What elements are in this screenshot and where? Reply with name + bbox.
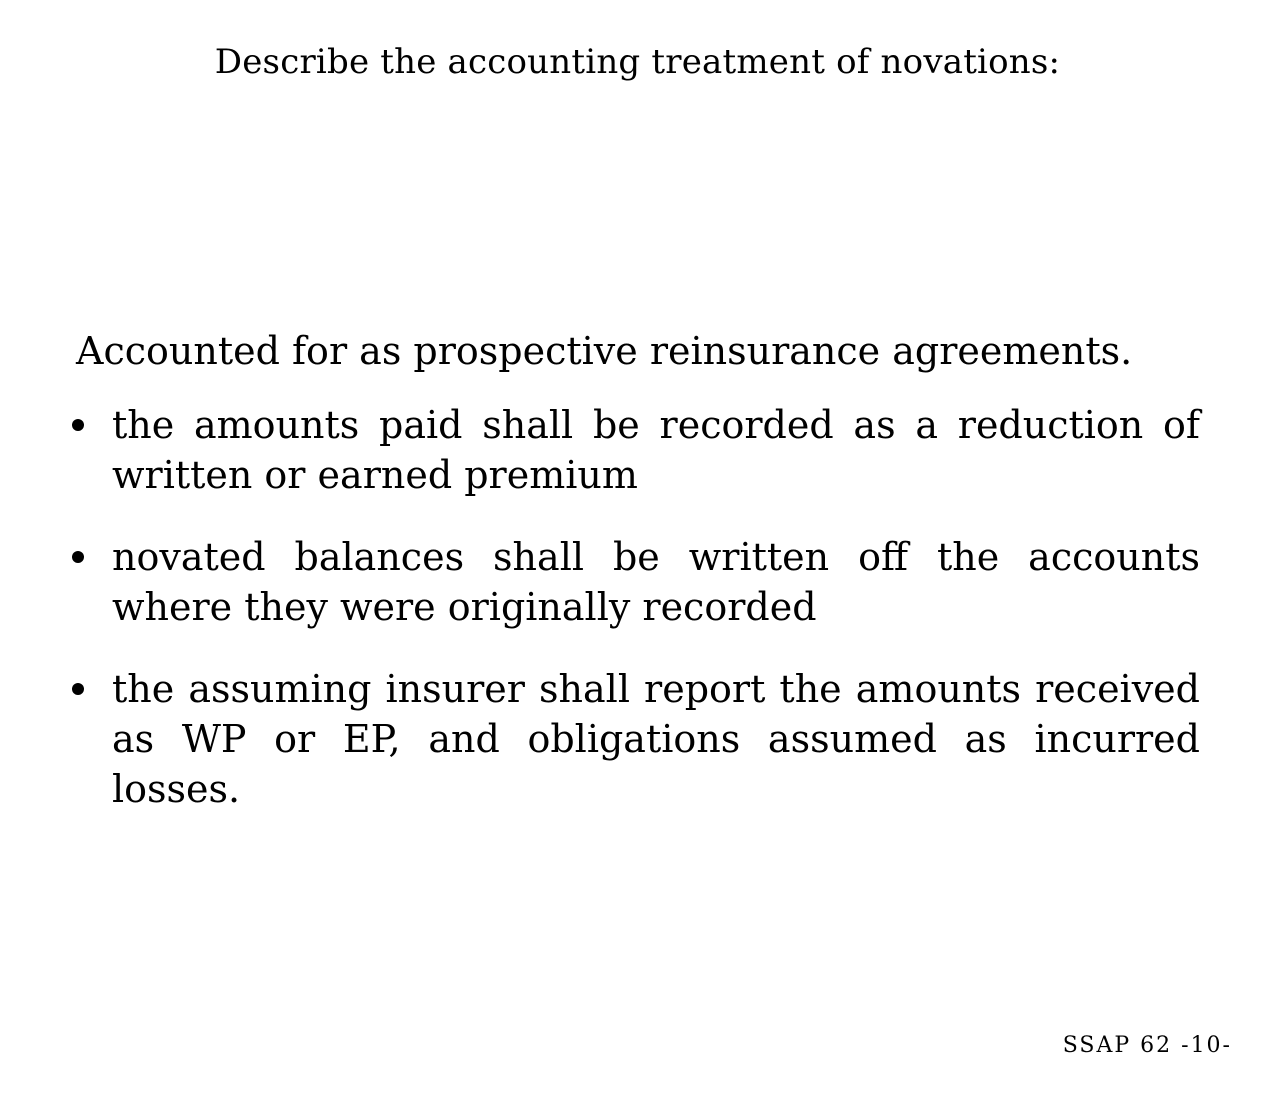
bullet-dot-icon	[72, 419, 84, 431]
bullet-text: the amounts paid shall be recorded as a reduction of written or earned premium	[112, 403, 1200, 497]
answer-block	[76, 326, 1200, 846]
bullet-dot-icon	[72, 683, 84, 695]
page-footer-label: SSAP 62 -10-	[1062, 1033, 1232, 1058]
question-heading: Describe the accounting treatment of novations:	[214, 42, 1061, 82]
answer-bullet-list	[76, 400, 1200, 814]
answer-intro: Accounted for as prospective reinsurance agreements.	[76, 329, 1133, 373]
bullet-text: the assuming insurer shall report the amounts received as WP or EP, and obligations assumed as incurred losses.	[112, 667, 1200, 811]
bullet-text: novated balances shall be written off the accounts where they were originally recorded	[112, 535, 1200, 629]
bullet-item	[76, 664, 1200, 814]
bullet-item	[76, 532, 1200, 632]
bullet-dot-icon	[72, 551, 84, 563]
bullet-item	[76, 400, 1200, 500]
